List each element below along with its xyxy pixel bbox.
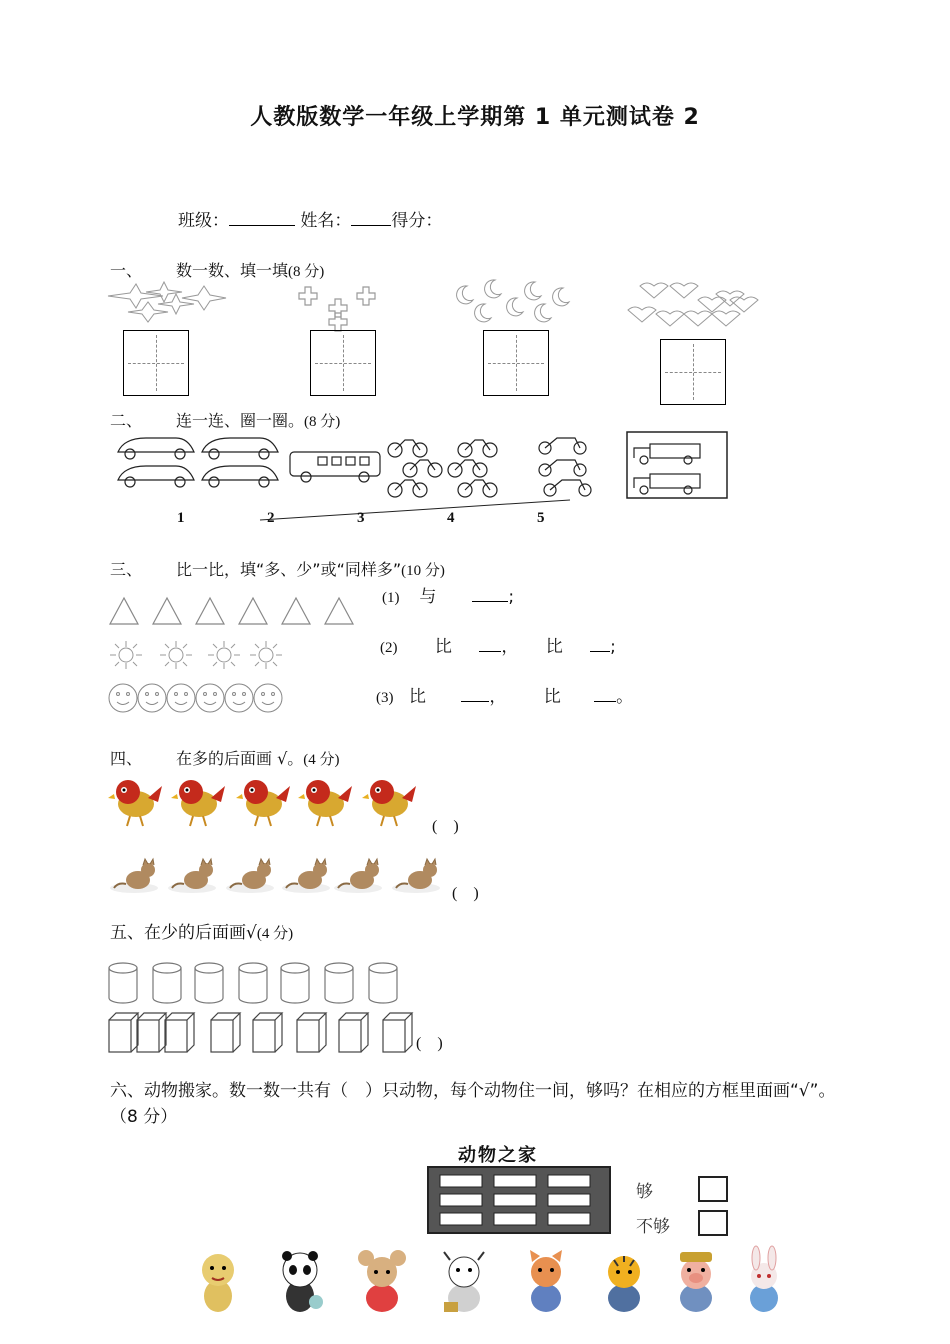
section-4-heading: 四、 在多的后面画 √。(4 分) [110,749,340,768]
motorcycle-icon [539,438,591,496]
house-sign: 动物之家 [458,1145,538,1166]
cat-icon [226,859,274,893]
enough-checkbox[interactable] [698,1176,728,1202]
cat-icon [282,859,330,893]
cube-icon [137,1013,166,1052]
cylinder-icon [281,963,309,1003]
bird-icon [171,780,225,826]
mouse-icon [358,1250,406,1312]
bicycle-icon [388,440,497,497]
car-icon [118,438,278,487]
number-4[interactable]: 4 [447,510,455,526]
tiger-icon [608,1256,640,1312]
moons-group [455,280,575,324]
q3-blank-1[interactable] [461,687,489,702]
suns-row [108,641,288,669]
answer-box-3[interactable] [483,330,549,396]
q3-blank-2[interactable] [594,687,616,702]
pig-icon [680,1252,712,1312]
number-5[interactable]: 5 [537,510,545,526]
bird-icon [298,780,352,826]
goat-icon [444,1252,484,1312]
compare-q2: (2) 比 ， 比 ; [380,637,616,657]
cylinder-icon [369,963,397,1003]
name-blank[interactable] [351,209,391,226]
cube-icon [211,1013,240,1052]
animal-house [426,1165,612,1235]
cylinder-icon [153,963,181,1003]
student-info [178,206,442,231]
q2-blank-1[interactable] [479,637,501,652]
section-5-heading: 五、在少的后面画√(4 分) [110,923,294,943]
score-label: 得分： [391,211,443,231]
cat-icon [392,859,440,893]
cube-icon [165,1013,194,1052]
truck-icon [634,444,700,494]
q2-blank-2[interactable] [590,637,610,652]
compare-q1: (1) 与 ; [382,587,515,607]
cubes-answer[interactable]: ( ) [416,1035,443,1052]
page-title: 人教版数学一年级上学期第 1 单元测试卷 2 [250,105,700,130]
cube-icon [383,1013,412,1052]
q1-blank[interactable] [472,587,508,602]
section-2-heading: 二、 连一连、圈一圈。(8 分) [110,411,341,430]
cylinder-icon [239,963,267,1003]
section-1-heading: 一、 数一数、填一填(8 分) [110,261,325,280]
rabbit-icon [750,1246,778,1312]
section-3-heading: 三、 比一比，填“多、少”或“同样多”(10 分) [110,560,445,579]
dog-icon [202,1254,234,1312]
smiley-faces-row [108,680,288,716]
number-3[interactable]: 3 [357,510,365,526]
not-enough-label: 不够 [636,1217,670,1237]
birds-row [108,776,420,828]
animals-row [194,1248,794,1318]
panda-icon [282,1251,323,1312]
cat-icon [334,859,382,893]
cylinder-icon [325,963,353,1003]
answer-box-2[interactable] [310,330,376,396]
bird-icon [236,780,290,826]
section-6-heading: 六、动物搬家。数一数一共有（ ）只动物，每个动物住一间，够吗？在相应的方框里面画“√”。（8 分） [110,1081,836,1127]
birds-answer[interactable]: ( ) [432,818,459,835]
crosses-group [295,285,385,330]
cylinder-icon [195,963,223,1003]
cat-icon [168,859,216,893]
hearts-group [626,280,758,330]
cat-icon [110,859,158,893]
cylinder-icon [109,963,137,1003]
cube-icon [297,1013,326,1052]
cubes-row [108,1012,418,1054]
cube-icon [339,1013,368,1052]
cube-icon [109,1013,138,1052]
stars-group [108,280,228,324]
name-label: 姓名： [300,211,352,231]
answer-box-4[interactable] [660,339,726,405]
bus-icon [290,452,380,482]
compare-q3: (3) 比 ， 比 。 [376,687,634,707]
class-blank[interactable] [229,209,295,226]
vehicles-picture [110,432,730,502]
bird-icon [362,780,416,826]
answer-box-1[interactable] [123,330,189,396]
class-label: 班级： [178,211,229,231]
fox-icon [530,1250,562,1312]
cats-answer[interactable]: ( ) [452,885,479,902]
cylinders-row [108,962,400,1004]
number-2[interactable]: 2 [267,510,275,526]
not-enough-checkbox[interactable] [698,1210,728,1236]
cats-row [108,858,443,896]
enough-label: 够 [636,1182,653,1202]
triangles-row [108,596,358,626]
cube-icon [253,1013,282,1052]
bird-icon [108,780,162,826]
number-1[interactable]: 1 [177,510,185,526]
